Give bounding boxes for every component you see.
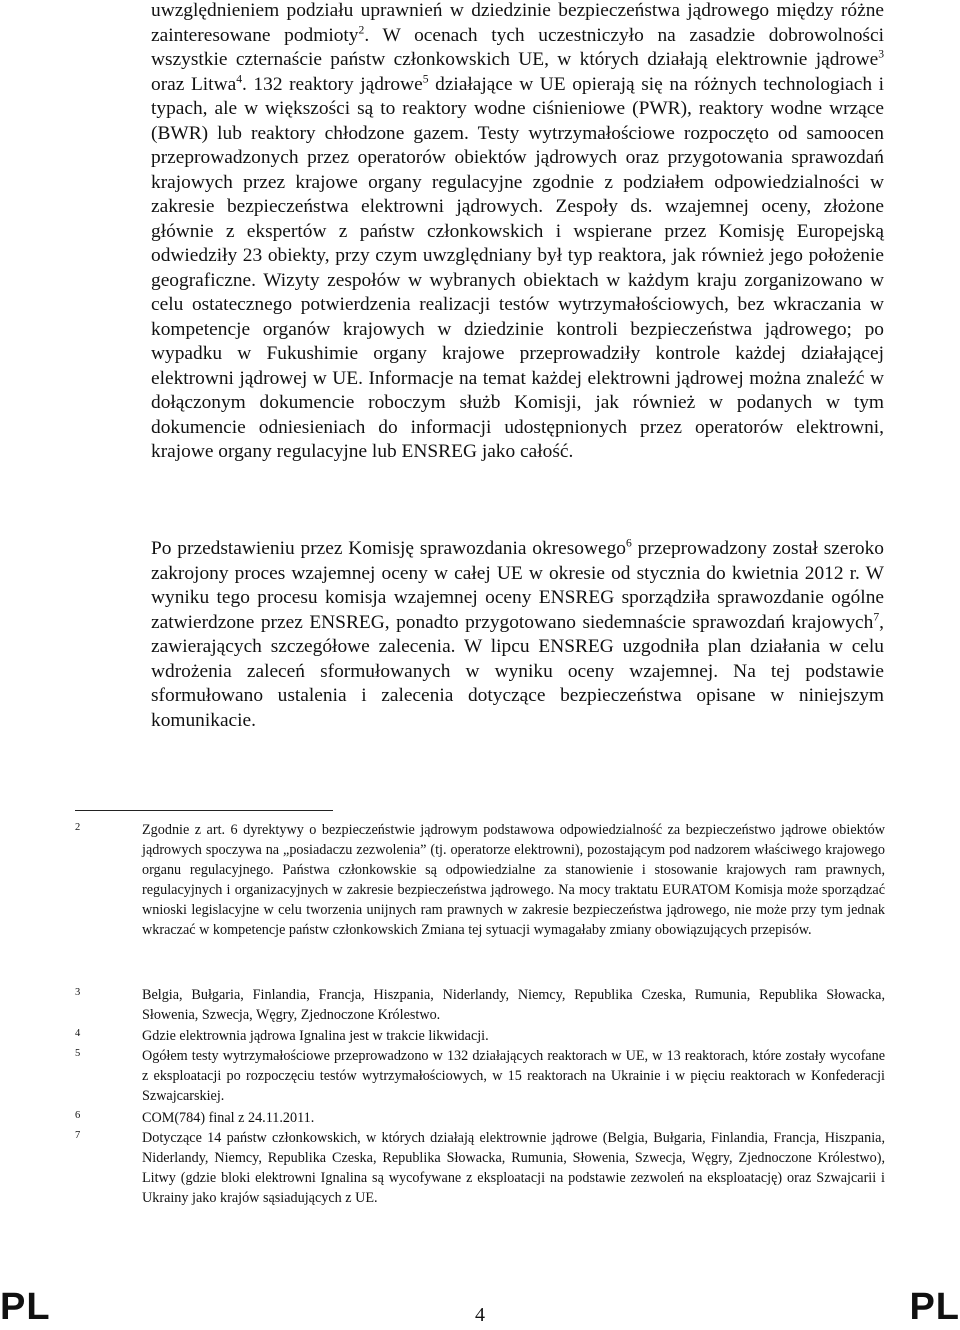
paragraph-2-text-b: przeprowadzony został szeroko zakrojony proces wzajemnej oceny w całej UE w okresie od stycznia do kwietnia 2012 r. W wyniku tego procesu komisja wzajemnej oceny ENSREG sporządziła sprawozdanie ogólne zatwierdzone przez ENSREG, ponadto przygotowano siedemnaście sprawozdań krajowych [151,538,884,633]
paragraph-1-text-b: . W ocenach tych uczestniczyło na zasadzie dobrowolności wszystkie czternaście państw członkowskich UE, w których działają elektrownie jądrowe [151,24,884,70]
footnote-ref-6[interactable]: 6 [625,536,632,550]
language-code-left: PL [0,1286,51,1328]
body-paragraph-1 [151,0,884,465]
footnote-text: Belgia, Bułgaria, Finlandia, Francja, Hiszpania, Niderlandy, Niemcy, Republika Czeska, Rumunia, Republika Słowacka, Słowenia, Szwecja, Węgry, Zjednoczone Królestwo. [142,987,885,1023]
footnote-ref-3[interactable]: 3 [878,47,884,61]
footnote-number: 2 [75,822,81,833]
paragraph-2-text-a: Po przedstawieniu przez Komisję sprawozdania okresowego [151,538,626,559]
footnote-ref-5[interactable]: 5 [422,72,429,86]
footnote-number: 7 [75,1130,81,1141]
footnote-text: Gdzie elektrownia jądrowa Ignalina jest w trakcie likwidacji. [142,1028,489,1044]
footnote-text: Ogółem testy wytrzymałościowe przeprowadzono w 132 działających reaktorach w UE, w 13 reaktorach, które zostały wycofane z eksploatacji po rozpoczęciu testów wytrzymałościowych, w 15 reaktorach na Ukrainie i w pięciu reaktorach w Konfederacji Szwajcarskiej. [142,1048,885,1104]
language-code-right: PL [909,1286,960,1328]
paragraph-1-text-e: działające w UE opierają się na różnych technologiach i typach, ale w większości są to reaktory wodne ciśnieniowe (PWR), reaktory wodne wrzące (BWR) lub reaktory chłodzone gazem. Testy wytrzymałościowe rozpoczęto od samoocen przeprowadzonych przez operatorów obiektów jądrowych oraz przygotowania sprawozdań krajowych przez krajowe organy regulacyjne zgodnie z podziałem odpowiedzialności w zakresie bezpieczeństwa elektrowni jądrowych. Zespoły ds. wzajemnej oceny, złożone głównie z ekspertów z państw członkowskich i wspierane przez Komisję Europejską odwiedziły 23 obiekty, przy czym uwzględniany był typ reaktora, jak również jego położenie geograficzne. Wizyty zespołów w wybranych obiektach w każdym kraju zorganizowano w celu ostatecznego potwierdzenia realizacji testów wytrzymałościowych, bez wkraczania w kompetencje organów krajowych w dziedzinie kontroli bezpieczeństwa jądrowego; po wypadku w Fukushimie organy krajowe przeprowadziły kontrole każdej działającej elektrowni jądrowej w UE. Informacje na temat każdej elektrowni jądrowej można znaleźć w dołączonym dokumencie roboczym służb Komisji, jak również w podanych w tym dokumencie odniesieniach do informacji udostępnionych przez operatorów elektrowni, krajowe organy regulacyjne lub ENSREG jako całość. [151,73,885,462]
page-number: 4 [475,1304,485,1326]
footnote-separator [75,810,333,811]
footnote-3 [75,985,885,1025]
footnote-ref-4[interactable]: 4 [236,72,242,86]
footnote-5 [75,1046,885,1106]
footnote-text: Dotyczące 14 państw członkowskich, w których działają elektrownie jądrowe (Belgia, Bułgaria, Finlandia, Francja, Hiszpania, Niderlandy, Niemcy, Republika Czeska, Republika Słowacka, Rumunia, Słowenia, Szwecja, Węgry, Zjednoczone Królestwo), Litwy (gdzie bloki elektrowni Ignalina są wycofywane z eksploatacji na podstawie zezwoleń na eksploatację) oraz Szwajcarii i Ukrainy jako krajów sąsiadujących z UE. [142,1130,885,1206]
footnote-text: Zgodnie z art. 6 dyrektywy o bezpieczeństwie jądrowym podstawowa odpowiedzialność za bezpieczeństwo jądrowe obiektów jądrowych spoczywa na „posiadaczu zezwolenia” (tj. operatorze elektrowni), pozostającym pod nadzorem właściwego krajowego organu regulacyjnego. Państwa członkowskie są odpowiedzialne za stanowienie i stosowanie krajowych ram prawnych, regulacyjnych i organizacyjnych w zakresie bezpieczeństwa jądrowego. Na mocy traktatu EURATOM Komisja może sporządzać wnioski legislacyjne w celu tworzenia unijnych ram prawnych w zakresie bezpieczeństwa jądrowego, nie może przy tym jednak wkraczać w kompetencje państw członkowskich Zmiana tej sytuacji wymagałaby zmiany obowiązujących przepisów. [142,822,885,938]
footnote-7 [75,1128,885,1208]
footnote-2 [75,820,885,940]
paragraph-2-text-c: , zawierających szczegółowe zalecenia. W lipcu ENSREG uzgodniła plan działania w celu wdrożenia zaleceń sformułowanych w wyniku oceny wzajemnej. Na tej podstawie sformułowano ustalenia i zalecenia dotyczące bezpieczeństwa opisane w niniejszym komunikacie. [151,611,884,731]
footnote-ref-2[interactable]: 2 [358,23,365,37]
footnote-number: 4 [75,1028,81,1039]
footnote-number: 3 [75,987,81,998]
footnote-number: 6 [75,1110,81,1121]
paragraph-1-text-c: oraz Litwa [151,73,237,95]
footnote-6 [75,1108,885,1128]
footnote-number: 5 [75,1048,81,1059]
footnote-text: COM(784) final z 24.11.2011. [142,1110,315,1126]
body-paragraph-2 [151,537,884,733]
paragraph-1-text-a: uwzględnieniem podziału uprawnień w dziedzinie bezpieczeństwa jądrowego między różne zainteresowane podmioty [151,0,884,46]
paragraph-1-text-d: . 132 reaktory jądrowe [242,73,423,95]
footnote-4 [75,1026,885,1046]
footnote-ref-7[interactable]: 7 [873,610,880,624]
